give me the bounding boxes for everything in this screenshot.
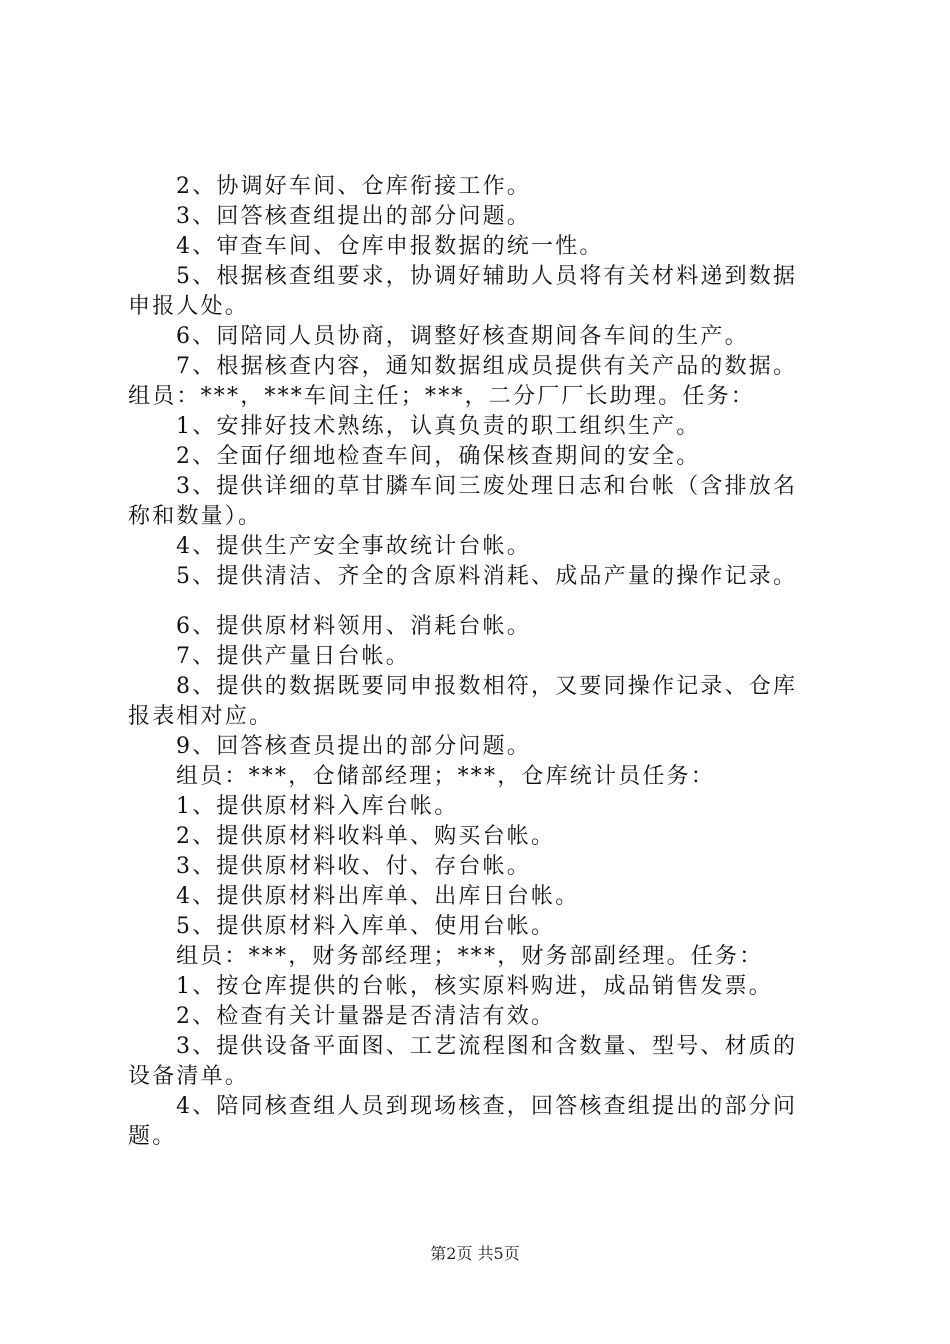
paragraph-line: 4、提供原材料出库单、出库日台帐。 <box>176 884 580 909</box>
paragraph-line: 2、检查有关计量器是否清洁有效。 <box>176 1004 556 1029</box>
paragraph-gap <box>128 592 832 612</box>
paragraph-line: 组员：***，仓储部经理；***，仓库统计员任务： <box>176 764 716 789</box>
paragraph-line: 6、同陪同人员协商，调整好核查期间各车间的生产。 <box>176 324 749 349</box>
paragraph-line: 7、提供产量日台帐。 <box>176 644 410 669</box>
paragraph-line: 2、提供原材料收料单、购买台帐。 <box>176 824 556 849</box>
paragraph-line: 组员：***，财务部经理；***，财务部副经理。任务： <box>176 944 764 969</box>
paragraph-line: 2、全面仔细地检查车间，确保核查期间的安全。 <box>176 444 701 469</box>
paragraph-line: 1、提供原材料入库台帐。 <box>176 794 459 819</box>
paragraph-line: 称和数量）。 <box>128 504 263 529</box>
paragraph-line: 2、协调好车间、仓库衔接工作。 <box>176 174 531 199</box>
paragraph-line: 7、根据核查内容，通知数据组成员提供有关产品的数据。 <box>176 354 798 379</box>
paragraph-line: 8、提供的数据既要同申报数相符，又要同操作记录、仓库 <box>176 674 798 699</box>
paragraph-line: 报表相对应。 <box>128 704 274 729</box>
paragraph-line: 9、回答核查员提出的部分问题。 <box>176 734 531 759</box>
paragraph-line: 3、提供原材料收、付、存台帐。 <box>176 854 531 879</box>
paragraph-line: 6、提供原材料领用、消耗台帐。 <box>176 614 531 639</box>
paragraph-line: 3、提供详细的草甘膦车间三废处理日志和台帐（含排放名 <box>176 474 798 499</box>
paragraph-line: 题。 <box>128 1124 177 1149</box>
paragraph-line: 3、回答核查组提出的部分问题。 <box>176 204 531 229</box>
paragraph-line: 4、陪同核查组人员到现场核查，回答核查组提出的部分问 <box>176 1094 798 1119</box>
paragraph-line: 1、安排好技术熟练，认真负责的职工组织生产。 <box>176 414 701 439</box>
paragraph-line: 4、审查车间、仓库申报数据的统一性。 <box>176 234 604 259</box>
paragraph-line: 申报人处。 <box>128 294 250 319</box>
page-number: 第2页 共5页 <box>430 1244 520 1263</box>
paragraph-line: 4、提供生产安全事故统计台帐。 <box>176 534 531 559</box>
paragraph-line: 5、提供清洁、齐全的含原料消耗、成品产量的操作记录。 <box>176 564 798 589</box>
paragraph-line: 设备清单。 <box>128 1064 250 1089</box>
document-body <box>128 172 832 1152</box>
paragraph-line: 组员：***，***车间主任；***，二分厂厂长助理。任务： <box>128 384 756 409</box>
paragraph-line: 1、按仓库提供的台帐，核实原料购进，成品销售发票。 <box>176 974 773 999</box>
paragraph-line: 3、提供设备平面图、工艺流程图和含数量、型号、材质的 <box>176 1034 798 1059</box>
paragraph-line: 5、根据核查组要求，协调好辅助人员将有关材料递到数据 <box>176 264 798 289</box>
paragraph-line: 5、提供原材料入库单、使用台帐。 <box>176 914 556 939</box>
